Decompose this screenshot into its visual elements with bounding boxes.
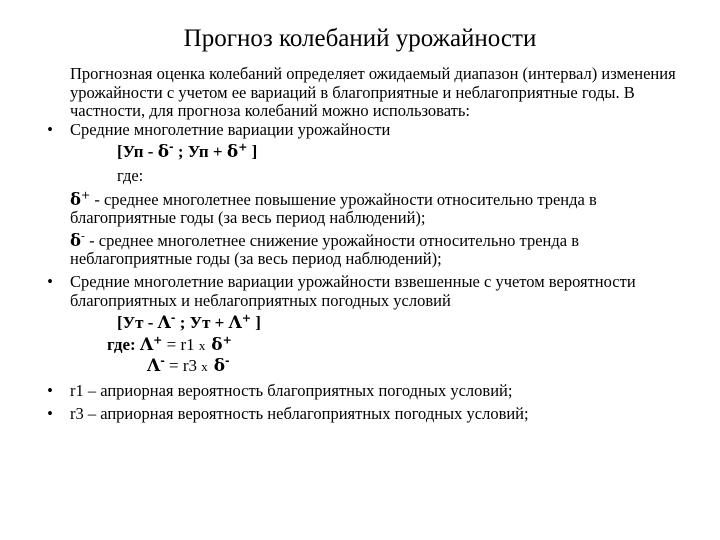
bullet-marker: • [47, 403, 53, 423]
formula-yield-interval [117, 140, 720, 163]
bullet-1-text: Средние многолетние вариации урожайности [70, 119, 391, 139]
lambda-plus-eq: = r1 [162, 334, 199, 354]
plus-superscript: + [153, 333, 163, 347]
bullet-item-4 [47, 403, 685, 424]
minus-superscript: - [170, 311, 176, 325]
slide-body [0, 65, 720, 423]
formula-2-mid: ; Ут + [175, 313, 229, 333]
minus-superscript: - [81, 229, 85, 243]
lambda-minus-definition [147, 354, 720, 377]
bullet-3-text: r1 – априорная вероятность благоприятных погодных условий; [70, 380, 513, 400]
bullet-4-text: r3 – априорная вероятность неблагоприятных погодных условий; [70, 403, 529, 423]
multiply-sign: x [201, 359, 208, 375]
delta-symbol: δ [70, 230, 82, 250]
lambda-symbol: Λ [139, 334, 154, 355]
delta-symbol: δ [205, 334, 223, 355]
delta-symbol: δ [70, 189, 82, 209]
bullet-2-text: Средние многолетние вариации урожайности взвешенные с учетом вероятности благоприятных и неблагоприятных погодных условий [70, 271, 636, 310]
definition-delta-plus-text: - среднее многолетнее повышение урожайности относительно тренда в благоприятные годы (за весь период наблюдений); [70, 189, 597, 228]
plus-superscript: + [222, 333, 232, 347]
bullet-item-3 [47, 380, 685, 401]
plus-superscript: + [241, 311, 252, 325]
definition-delta-minus-text: - среднее многолетнее снижение урожайности относительно тренда в неблагоприятные годы (за весь период наблюдений); [70, 230, 580, 269]
plus-superscript: + [238, 140, 248, 154]
plus-superscript: + [81, 188, 91, 202]
where-label: где: [107, 334, 140, 354]
bullet-marker: • [47, 119, 53, 139]
bullet-marker: • [47, 380, 53, 400]
multiply-sign: x [198, 337, 206, 353]
lambda-plus-definition [107, 333, 720, 356]
lambda-symbol: Λ [228, 313, 242, 334]
formula-1-open: [Уп - [117, 142, 158, 162]
where-label: где: [117, 165, 144, 185]
bullet-marker: • [47, 271, 53, 291]
slide-title: Прогноз колебаний урожайности [183, 25, 537, 52]
lambda-symbol: Λ [157, 313, 171, 334]
minus-superscript: - [169, 140, 174, 154]
formula-2-close: ] [251, 313, 261, 333]
lambda-minus-eq: = r3 [164, 356, 202, 376]
formula-1-mid: ; Уп + [173, 142, 227, 162]
minus-superscript: - [160, 354, 165, 368]
intro-paragraph: Прогнозная оценка колебаний определяет ожидаемый диапазон (интервал) изменения урожайности с учетом ее вариаций в благоприятные и неблагоприятные годы. В частности, для прогноза колебаний можно использовать: [70, 64, 676, 121]
definition-delta-minus [70, 229, 685, 269]
delta-symbol: δ [157, 142, 170, 163]
delta-symbol: δ [207, 356, 226, 377]
bullet-item-1 [47, 119, 685, 140]
definition-delta-plus [70, 188, 685, 228]
formula-weighted-interval [117, 311, 720, 334]
formula-1-close: ] [247, 142, 258, 162]
lambda-symbol: Λ [147, 356, 161, 377]
delta-symbol: δ [226, 142, 239, 163]
formula-2-open: [Ут - [117, 313, 158, 333]
bullet-item-2 [47, 271, 685, 310]
minus-superscript: - [225, 354, 230, 368]
